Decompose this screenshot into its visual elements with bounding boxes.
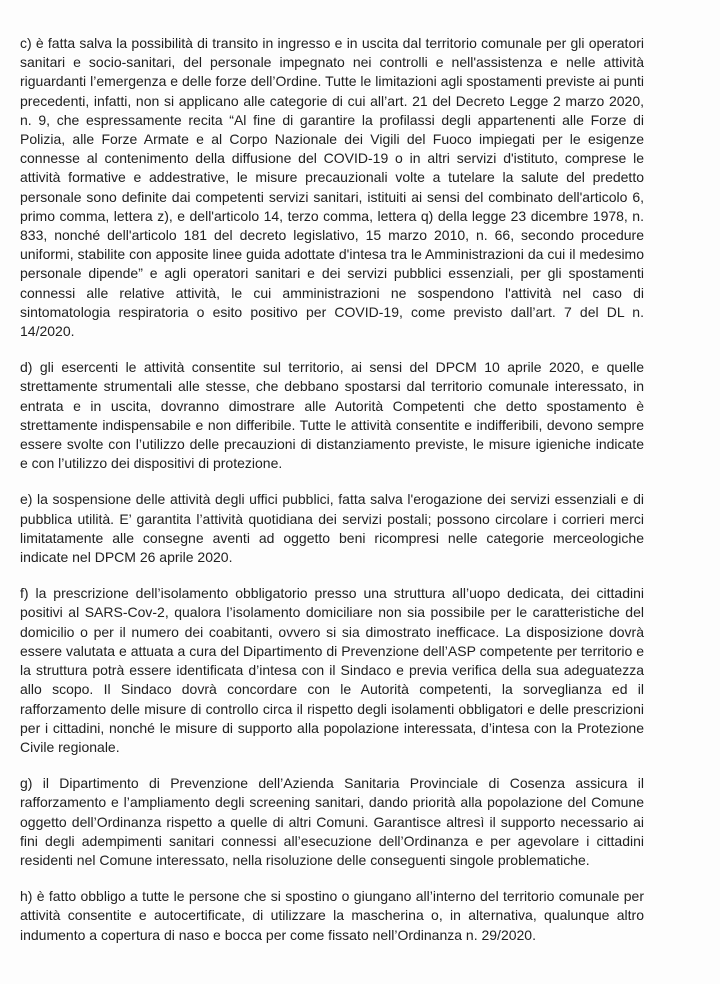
paragraph-d: d) gli esercenti le attività consentite sul territorio, ai sensi del DPCM 10 aprile 2020, e quelle strettamente strumentali alle stesse, che debbano spostarsi dal territorio comunale interessato, in entrata e in uscita, dovranno dimostrare alle Autorità Competenti che detto spostamento è strettamente indispensabile e non differibile. Tutte le attività consentite e indifferibili, devono sempre essere svolte con l’utilizzo delle precauzioni di distanziamento previste, le misure igieniche indicate e con l’utilizzo dei dispositivi di protezione. <box>20 359 644 472</box>
document-body <box>20 34 644 945</box>
paragraph-h: h) è fatto obbligo a tutte le persone che si spostino o giungano all’interno del territorio comunale per attività consentite e autocertificate, di utilizzare la mascherina o, in alternativa, qualunque altro indumento a copertura di naso e bocca per come fissato nell’Ordinanza n. 29/2020. <box>20 888 644 943</box>
paragraph-g: g) il Dipartimento di Prevenzione dell’Azienda Sanitaria Provinciale di Cosenza assicura il rafforzamento e l’ampliamento degli screening sanitari, dando priorità alla popolazione del Comune oggetto dell’Ordinanza rispetto a quelle di altri Comuni. Garantisce altresì il supporto necessario ai fini degli adempimenti sanitari connessi all’esecuzione dell’Ordinanza e per agevolare i cittadini residenti nel Comune interessato, nella risoluzione delle conseguenti singole problematiche. <box>20 775 644 868</box>
paragraph-f: f) la prescrizione dell’isolamento obbligatorio presso una struttura all’uopo dedicata, dei cittadini positivi al SARS-Cov-2, qualora l’isolamento domiciliare non sia possibile per le caratteristiche del domicilio o per il numero dei coabitanti, ovvero si sia dimostrato inefficace. La disposizione dovrà essere valutata e attuata a cura del Dipartimento di Prevenzione dell’ASP competente per territorio e la struttura potrà essere identificata d’intesa con il Sindaco e previa verifica della sua adeguatezza allo scopo. Il Sindaco dovrà concordare con le Autorità competenti, la sorveglianza ed il rafforzamento delle misure di controllo circa il rispetto degli isolamenti obbligatori e delle prescrizioni per i cittadini, nonché le misure di supporto alla popolazione interessata, d’intesa con la Protezione Civile regionale. <box>20 585 644 755</box>
paragraph-c: c) è fatta salva la possibilità di transito in ingresso e in uscita dal territorio comunale per gli operatori sanitari e socio-sanitari, del personale impegnato nei controlli e nell'assistenza e nelle attività riguardanti l’emergenza e delle forze dell’Ordine. Tutte le limitazioni agli spostamenti previste ai punti precedenti, infatti, non si applicano alle categorie di cui all’art. 21 del Decreto Legge 2 marzo 2020, n. 9, che espressamente recita “Al fine di garantire la profilassi degli appartenenti alle Forze di Polizia, alle Forze Armate e al Corpo Nazionale dei Vigili del Fuoco impiegati per le esigenze connesse al contenimento della diffusione del COVID-19 o in altri servizi d'istituto, comprese le attività formative e addestrative, le misure precauzionali volte a tutelare la salute del predetto personale sono definite dai competenti servizi sanitari, istituiti ai sensi del combinato dell'articolo 6, primo comma, lettera z), e dell'articolo 14, terzo comma, lettera q) della legge 23 dicembre 1978, n. 833, nonché dell'articolo 181 del decreto legislativo, 15 marzo 2010, n. 66, secondo procedure uniformi, stabilite con apposite linee guida adottate d'intesa tra le Amministrazioni da cui il medesimo personale dipende” e agli operatori sanitari e dei servizi pubblici essenziali, per gli spostamenti connessi alle relative attività, le cui amministrazioni ne sospendono l'attività nel caso di sintomatologia respiratoria o esito positivo per COVID-19, come previsto dall’art. 7 del DL n. 14/2020. <box>20 35 644 340</box>
paragraph-e: e) la sospensione delle attività degli uffici pubblici, fatta salva l'erogazione dei servizi essenziali e di pubblica utilità. E’ garantita l’attività quotidiana dei servizi postali; possono circolare i corrieri merci limitatamente alle consegne aventi ad oggetto beni ricompresi nelle categorie merceologiche indicate nel DPCM 26 aprile 2020. <box>20 491 644 566</box>
